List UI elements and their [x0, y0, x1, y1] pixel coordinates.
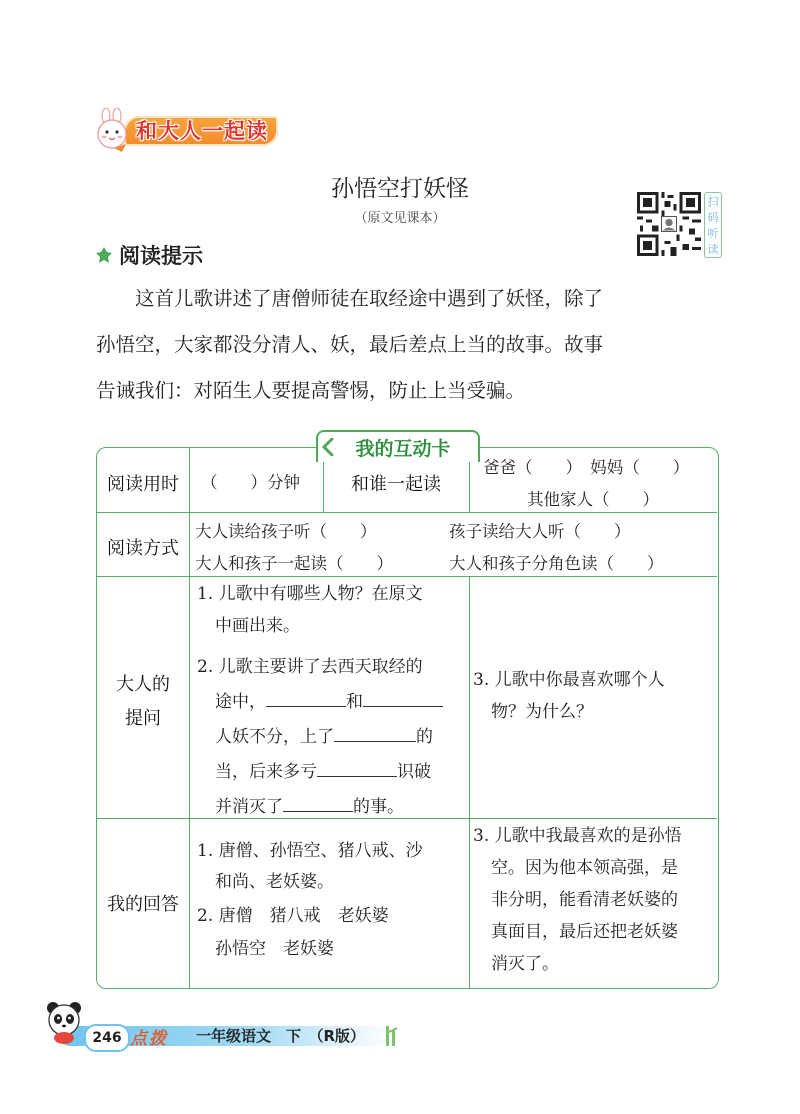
answer-blank[interactable]: [283, 793, 353, 812]
row-label-my-answers: 我的回答: [107, 894, 179, 915]
page-title: 孙悟空打妖怪: [331, 176, 469, 202]
answer-3: 3. 儿歌中我最喜欢的是孙悟 空。因为他本领高强，是 非分明，能看清老妖婆的 真面目，最后还把老妖婆 消灭了。: [473, 826, 682, 974]
question-3: 3. 儿歌中你最喜欢哪个人 物？为什么？: [473, 670, 665, 722]
answer-blank[interactable]: [363, 688, 443, 707]
page-footer: [0, 1000, 800, 1070]
hint-line: 告诫我们：对陌生人要提高警惕，防止上当受骗。: [96, 379, 526, 402]
section-badge: [92, 108, 284, 152]
question-2: 2. 儿歌主要讲了去西天取经的 途中， 和 人妖不分，上了 的 当，后来多亏 识破 并消灭了 的事。: [197, 650, 469, 825]
method-option-child-reads[interactable]: 孩子读给大人听（ ）: [449, 522, 631, 541]
answer-blank[interactable]: [334, 723, 416, 742]
reading-time-field[interactable]: （ ）分钟: [201, 473, 300, 492]
answer-2: 2. 唐僧 猪八戒 老妖婆 孙悟空 老妖婆: [197, 906, 389, 959]
col-divider: [189, 448, 190, 988]
row-label-adult-questions: 大人的 提问: [116, 674, 170, 729]
row-label-reading-time: 阅读用时: [107, 474, 179, 495]
method-option-role-play[interactable]: 大人和孩子分角色读（ ）: [449, 554, 664, 573]
hint-heading: [95, 240, 203, 270]
reading-with-parents-options[interactable]: 爸爸（ ） 妈妈（ ）: [483, 458, 690, 477]
page-subtitle: （原文见课本）: [354, 211, 446, 226]
answer-blank[interactable]: [266, 688, 346, 707]
row-divider: [97, 512, 717, 513]
badge-label: 和大人一起读: [136, 119, 268, 143]
question-1: 1. 儿歌中有哪些人物？在原文 中画出来。: [197, 584, 423, 636]
hint-line: 这首儿歌讲述了唐僧师徒在取经途中遇到了妖怪，除了: [135, 287, 604, 310]
interactive-card: [96, 447, 719, 989]
card-tab: [316, 430, 480, 462]
page-number: 246: [84, 1024, 130, 1052]
hint-paragraph: [96, 276, 716, 414]
hint-line: 孙悟空，大家都没分清人、妖，最后差点上当的故事。故事: [96, 333, 604, 356]
row-label-reading-method: 阅读方式: [107, 538, 179, 559]
book-title: 一年级语文 下 （R版）: [196, 1027, 366, 1045]
row-divider: [97, 576, 717, 577]
method-option-adult-reads[interactable]: 大人读给孩子听（ ）: [195, 522, 377, 541]
answer-1: 1. 唐僧、孙悟空、猪八戒、沙 和尚、老妖婆。: [197, 841, 423, 892]
leaf-arrow-icon: [322, 438, 334, 456]
qr-code-icon[interactable]: [637, 192, 701, 256]
answer-blank[interactable]: [317, 758, 397, 777]
col-divider: [469, 576, 470, 988]
bamboo-icon: [382, 1024, 400, 1048]
hint-heading-text: 阅读提示: [119, 244, 203, 268]
brand-logo: 点拨: [130, 1029, 168, 1049]
reading-with-family-option[interactable]: 其他家人（ ）: [527, 490, 659, 509]
panda-mascot-icon: [44, 1000, 84, 1044]
scan-to-listen-label: 扫 码 听 读: [704, 192, 722, 258]
method-option-read-together[interactable]: 大人和孩子一起读（ ）: [195, 554, 393, 573]
card-tab-label: 我的互动卡: [355, 437, 451, 460]
reading-with-label: 和谁一起读: [351, 474, 441, 495]
leaf-bullet-icon: [95, 246, 113, 264]
